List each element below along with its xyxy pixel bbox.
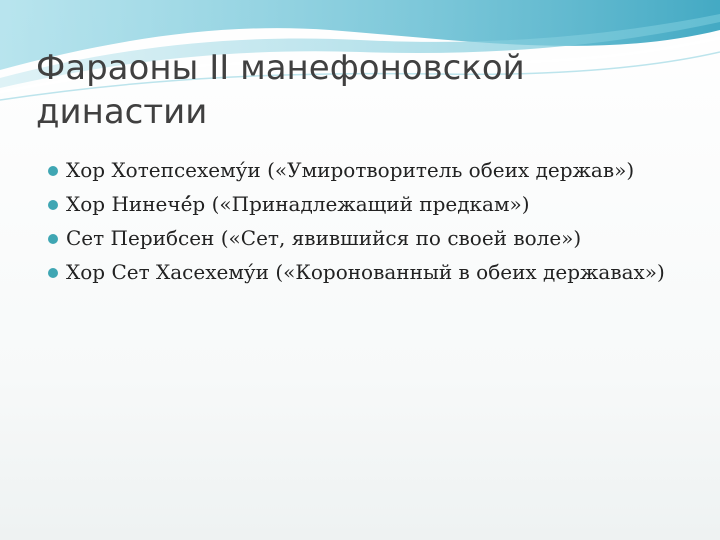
bullet-list <box>48 156 688 292</box>
bullet-text: Хор Сет Хасехему́и («Коронованный в обеих державах») <box>66 260 665 284</box>
bullet-dot-icon <box>48 166 58 176</box>
list-item <box>48 258 688 286</box>
list-item <box>48 156 688 184</box>
bullet-text: Хор Нинечé́р («Принадлежащий предкам») <box>66 192 530 216</box>
bullet-dot-icon <box>48 268 58 278</box>
bullet-text: Сет Перибсен («Сет, явившийся по своей воле») <box>66 226 582 250</box>
bullet-dot-icon <box>48 200 58 210</box>
bullet-text: Хор Хотепсехему́и («Умиротворитель обеих держав») <box>66 158 635 182</box>
slide-title: Фараоны II манефоновской династии <box>36 48 525 132</box>
list-item <box>48 190 688 218</box>
bullet-dot-icon <box>48 234 58 244</box>
list-item <box>48 224 688 252</box>
